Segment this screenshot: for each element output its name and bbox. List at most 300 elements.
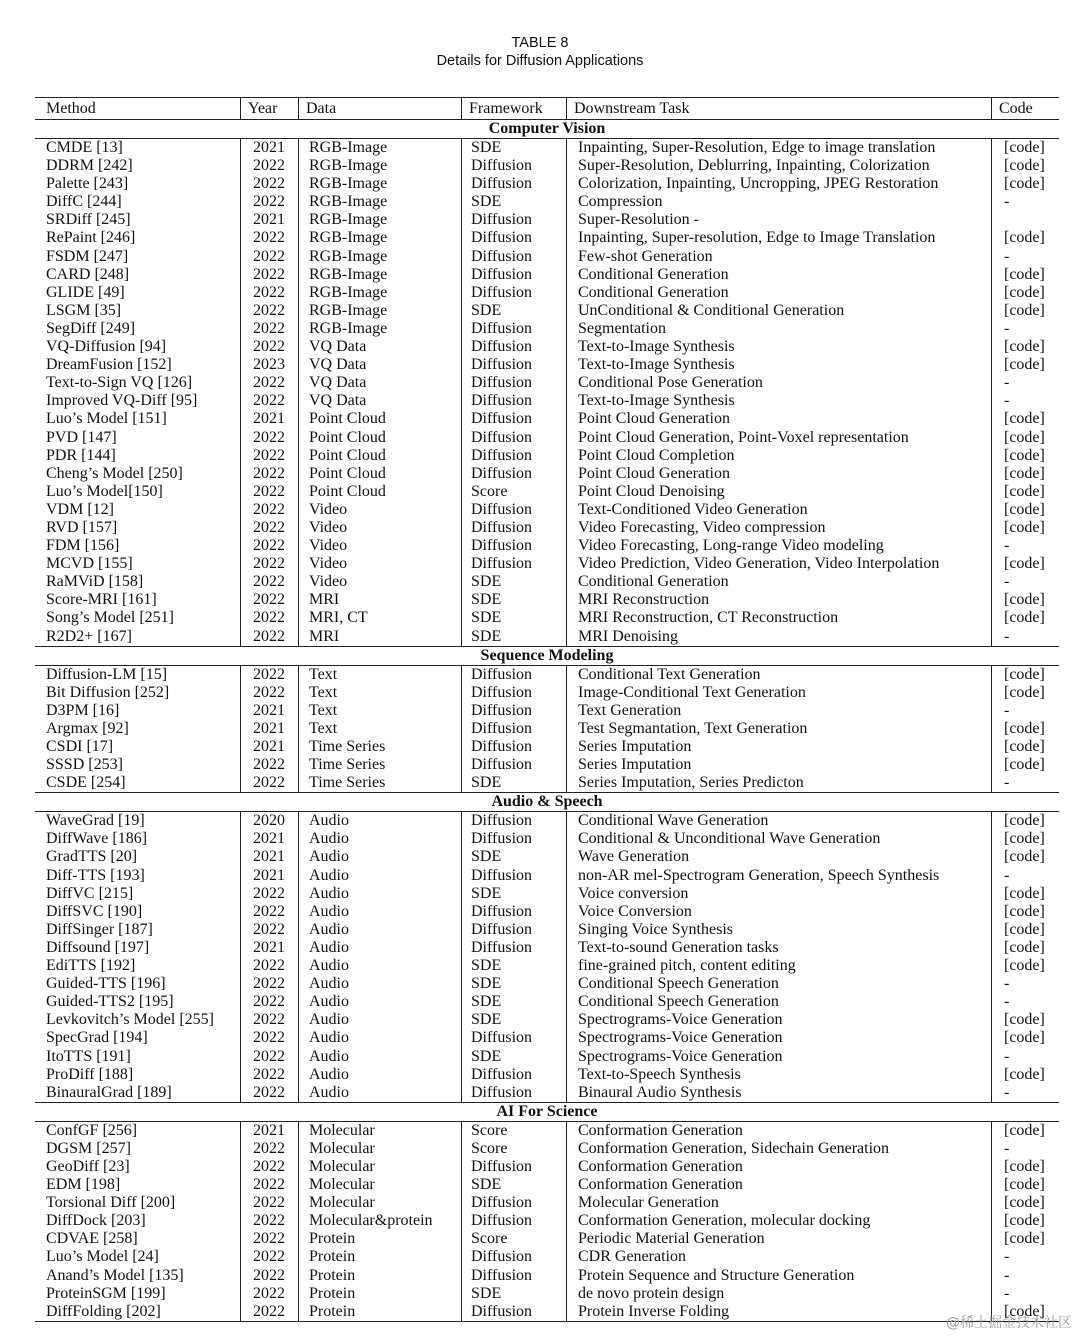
cell-code[interactable]: [code]	[991, 1194, 1059, 1212]
cell-method: WaveGrad [19]	[46, 812, 145, 830]
cell-method: RePaint [246]	[46, 229, 136, 247]
cell-task: Periodic Material Generation	[566, 1230, 991, 1248]
cell-task: Super-Resolution -	[566, 211, 991, 229]
cell-method: GLIDE [49]	[46, 283, 125, 301]
table-row	[35, 738, 1059, 756]
cell-method: Guided-TTS [196]	[46, 975, 166, 993]
cell-code[interactable]: [code]	[991, 157, 1059, 175]
cell-task: Protein Sequence and Structure Generation	[566, 1267, 991, 1285]
cell-task: Point Cloud Generation, Point-Voxel representation	[566, 429, 991, 447]
cell-code[interactable]: [code]	[991, 302, 1059, 320]
cell-method: Diffusion-LM [15]	[46, 665, 168, 683]
cell-year: 2022	[240, 338, 298, 356]
cell-year: 2022	[240, 957, 298, 975]
cell-framework: Diffusion	[461, 555, 566, 573]
cell-data: Molecular	[298, 1122, 461, 1140]
cell-framework: Diffusion	[461, 211, 566, 229]
cell-method: RVD [157]	[46, 518, 118, 536]
cell-year: 2022	[240, 429, 298, 447]
cell-framework: Diffusion	[461, 812, 566, 830]
table-row	[35, 139, 1059, 157]
table-row	[35, 175, 1059, 193]
cell-method: CSDI [17]	[46, 738, 114, 755]
cell-framework: Diffusion	[461, 356, 566, 374]
cell-framework: Diffusion	[461, 266, 566, 284]
table-row	[35, 266, 1059, 284]
table-row	[35, 157, 1059, 175]
cell-year: 2022	[240, 1267, 298, 1285]
cell-data: Video	[298, 555, 461, 573]
cell-code[interactable]: [code]	[991, 885, 1059, 903]
cell-framework: SDE	[461, 573, 566, 591]
cell-code[interactable]: [code]	[991, 1176, 1059, 1194]
cell-framework: SDE	[461, 628, 566, 646]
cell-framework: Diffusion	[461, 465, 566, 483]
table-row	[35, 1084, 1059, 1102]
cell-year: 2022	[240, 1230, 298, 1248]
cell-data: Point Cloud	[298, 483, 461, 501]
cell-framework: SDE	[461, 1285, 566, 1303]
cell-task: Protein Inverse Folding	[566, 1303, 991, 1321]
cell-code[interactable]: -	[991, 993, 1059, 1011]
cell-code[interactable]: [code]	[991, 830, 1059, 848]
table-body	[35, 120, 1059, 1322]
cell-code[interactable]: [code]	[991, 1029, 1059, 1047]
cell-framework: Diffusion	[461, 392, 566, 410]
table-row	[35, 684, 1059, 702]
cell-code[interactable]: -	[991, 1140, 1059, 1158]
cell-code[interactable]: [code]	[991, 1230, 1059, 1248]
cell-data: RGB-Image	[298, 302, 461, 320]
cell-task: Image-Conditional Text Generation	[566, 684, 991, 702]
cell-method: DiffFolding [202]	[46, 1302, 161, 1320]
table-row	[35, 374, 1059, 392]
cell-year: 2022	[240, 537, 298, 555]
cell-data: Point Cloud	[298, 465, 461, 483]
table-row	[35, 939, 1059, 957]
cell-data: Protein	[298, 1248, 461, 1266]
cell-year: 2022	[240, 1176, 298, 1194]
cell-task: Molecular Generation	[566, 1194, 991, 1212]
cell-data: Point Cloud	[298, 410, 461, 428]
cell-year: 2020	[240, 812, 298, 830]
cell-data: Audio	[298, 993, 461, 1011]
table-row	[35, 1176, 1059, 1194]
cell-method: RaMViD [158]	[46, 573, 144, 591]
cell-code[interactable]: [code]	[991, 410, 1059, 428]
cell-method: ProDiff [188]	[46, 1065, 134, 1083]
table-row	[35, 302, 1059, 320]
cell-code[interactable]: -	[991, 374, 1059, 392]
cell-code[interactable]: [code]	[991, 812, 1059, 830]
cell-framework: SDE	[461, 609, 566, 627]
table-row	[35, 193, 1059, 211]
cell-code[interactable]: [code]	[991, 501, 1059, 519]
cell-code[interactable]: -	[991, 1048, 1059, 1066]
cell-data: VQ Data	[298, 338, 461, 356]
cell-method: ProteinSGM [199]	[46, 1284, 166, 1302]
cell-code[interactable]: [code]	[991, 356, 1059, 374]
cell-framework: Diffusion	[461, 1303, 566, 1321]
table-row	[35, 975, 1059, 993]
cell-code[interactable]: [code]	[991, 229, 1059, 247]
cell-task: Text Generation	[566, 702, 991, 720]
cell-year: 2022	[240, 1194, 298, 1212]
cell-framework: Diffusion	[461, 1212, 566, 1230]
cell-framework: SDE	[461, 591, 566, 609]
table-row	[35, 229, 1059, 247]
cell-data: Audio	[298, 1029, 461, 1047]
cell-data: Video	[298, 501, 461, 519]
cell-code[interactable]: [code]	[991, 939, 1059, 957]
cell-code[interactable]: -	[991, 320, 1059, 338]
cell-year: 2022	[240, 1048, 298, 1066]
cell-data: Text	[298, 666, 461, 684]
cell-year: 2022	[240, 229, 298, 247]
cell-task: Colorization, Inpainting, Uncropping, JPEG Restoration	[566, 175, 991, 193]
cell-code[interactable]: [code]	[991, 666, 1059, 684]
table-row	[35, 537, 1059, 555]
cell-year: 2022	[240, 903, 298, 921]
table-row	[35, 1158, 1059, 1176]
table-row	[35, 957, 1059, 975]
cell-data: Audio	[298, 1084, 461, 1102]
table-row	[35, 1066, 1059, 1084]
cell-method: Torsional Diff [200]	[46, 1194, 176, 1212]
cell-task: Point Cloud Generation	[566, 465, 991, 483]
cell-year: 2021	[240, 211, 298, 229]
cell-code[interactable]	[991, 211, 1059, 229]
cell-method: MCVD [155]	[46, 555, 133, 573]
cell-method: SpecGrad [194]	[46, 1029, 148, 1047]
cell-method: DiffC [244]	[46, 193, 122, 211]
cell-code[interactable]: [code]	[991, 957, 1059, 975]
table-row	[35, 1285, 1059, 1303]
cell-method: SRDiff [245]	[46, 211, 131, 229]
cell-code[interactable]: [code]	[991, 139, 1059, 157]
cell-code[interactable]: -	[991, 248, 1059, 266]
cell-data: Audio	[298, 939, 461, 957]
cell-framework: Diffusion	[461, 830, 566, 848]
cell-framework: Diffusion	[461, 1248, 566, 1266]
cell-data: VQ Data	[298, 392, 461, 410]
cell-method: Text-to-Sign VQ [126]	[46, 374, 193, 392]
watermark: @稀土掘金技术社区	[946, 1315, 1072, 1331]
cell-code[interactable]: -	[991, 1267, 1059, 1285]
cell-task: Test Segmantation, Text Generation	[566, 720, 991, 738]
cell-task: Few-shot Generation	[566, 248, 991, 266]
cell-year: 2021	[240, 720, 298, 738]
cell-method: DiffSVC [190]	[46, 902, 143, 920]
cell-year: 2022	[240, 483, 298, 501]
cell-framework: Diffusion	[461, 320, 566, 338]
cell-code[interactable]: [code]	[991, 1122, 1059, 1140]
cell-year: 2022	[240, 1140, 298, 1158]
cell-year: 2021	[240, 939, 298, 957]
table-row	[35, 1048, 1059, 1066]
cell-framework: Diffusion	[461, 738, 566, 756]
cell-code[interactable]: [code]	[991, 609, 1059, 627]
cell-code[interactable]: -	[991, 774, 1059, 792]
cell-code[interactable]: -	[991, 628, 1059, 646]
cell-data: Protein	[298, 1230, 461, 1248]
cell-method: CARD [248]	[46, 265, 130, 283]
cell-code[interactable]: -	[991, 537, 1059, 555]
table-row	[35, 921, 1059, 939]
cell-code[interactable]: [code]	[991, 1212, 1059, 1230]
cell-data: Molecular	[298, 1158, 461, 1176]
cell-data: Audio	[298, 830, 461, 848]
cell-code[interactable]: [code]	[991, 175, 1059, 193]
table-row	[35, 867, 1059, 885]
cell-task: Spectrograms-Voice Generation	[566, 1048, 991, 1066]
cell-method: D3PM [16]	[46, 701, 120, 719]
cell-code[interactable]: [code]	[991, 338, 1059, 356]
cell-framework: SDE	[461, 774, 566, 792]
cell-year: 2022	[240, 519, 298, 537]
table-row	[35, 903, 1059, 921]
cell-method: VDM [12]	[46, 500, 114, 518]
cell-framework: SDE	[461, 848, 566, 866]
cell-code[interactable]: [code]	[991, 429, 1059, 447]
cell-framework: Diffusion	[461, 702, 566, 720]
cell-code[interactable]: [code]	[991, 519, 1059, 537]
cell-task: Wave Generation	[566, 848, 991, 866]
cell-data: Molecular&protein	[298, 1212, 461, 1230]
cell-framework: Diffusion	[461, 175, 566, 193]
cell-code[interactable]: -	[991, 392, 1059, 410]
cell-data: RGB-Image	[298, 157, 461, 175]
cell-method: Cheng’s Model [250]	[46, 464, 183, 482]
cell-code[interactable]: -	[991, 975, 1059, 993]
cell-data: Text	[298, 684, 461, 702]
cell-data: Video	[298, 519, 461, 537]
cell-task: de novo protein design	[566, 1285, 991, 1303]
cell-framework: Score	[461, 483, 566, 501]
cell-method: VQ-Diffusion [94]	[46, 338, 167, 356]
cell-code[interactable]: [code]	[991, 266, 1059, 284]
cell-task: Video Forecasting, Long-range Video modeling	[566, 537, 991, 555]
section-header: Audio & Speech	[35, 792, 1059, 812]
column-header-downstream-task: Downstream Task	[566, 98, 991, 119]
cell-data: Molecular	[298, 1140, 461, 1158]
cell-code[interactable]: [code]	[991, 1011, 1059, 1029]
cell-year: 2021	[240, 1122, 298, 1140]
cell-code[interactable]: -	[991, 1285, 1059, 1303]
table-row	[35, 248, 1059, 266]
table-row	[35, 573, 1059, 591]
table-row	[35, 812, 1059, 830]
table-row	[35, 555, 1059, 573]
column-header-year: Year	[240, 98, 298, 119]
table-row	[35, 993, 1059, 1011]
cell-data: MRI	[298, 628, 461, 646]
cell-method: DiffDock [203]	[46, 1212, 146, 1230]
cell-year: 2022	[240, 774, 298, 792]
cell-framework: Score	[461, 1122, 566, 1140]
table-row	[35, 1011, 1059, 1029]
diffusion-applications-table	[35, 97, 1059, 1322]
table-row	[35, 320, 1059, 338]
cell-code[interactable]: [code]	[991, 483, 1059, 501]
cell-code[interactable]: [code]	[991, 447, 1059, 465]
cell-year: 2022	[240, 248, 298, 266]
cell-task: Conformation Generation	[566, 1176, 991, 1194]
table-row	[35, 1140, 1059, 1158]
cell-year: 2022	[240, 302, 298, 320]
cell-framework: SDE	[461, 1048, 566, 1066]
table-row	[35, 211, 1059, 229]
cell-task: Spectrograms-Voice Generation	[566, 1029, 991, 1047]
cell-framework: SDE	[461, 193, 566, 211]
section-header: Sequence Modeling	[35, 646, 1059, 666]
table-row	[35, 702, 1059, 720]
cell-framework: Diffusion	[461, 519, 566, 537]
cell-data: Audio	[298, 1048, 461, 1066]
cell-data: Video	[298, 537, 461, 555]
cell-task: Text-to-sound Generation tasks	[566, 939, 991, 957]
cell-framework: Diffusion	[461, 720, 566, 738]
cell-code[interactable]: [code]	[991, 1158, 1059, 1176]
cell-data: RGB-Image	[298, 175, 461, 193]
cell-year: 2022	[240, 1066, 298, 1084]
table-row	[35, 848, 1059, 866]
cell-year: 2022	[240, 555, 298, 573]
cell-method: DGSM [257]	[46, 1139, 131, 1157]
cell-data: Protein	[298, 1267, 461, 1285]
cell-method: Diff-TTS [193]	[46, 866, 145, 884]
cell-task: Conditional & Unconditional Wave Generation	[566, 830, 991, 848]
cell-code[interactable]: -	[991, 702, 1059, 720]
cell-code[interactable]: [code]	[991, 1066, 1059, 1084]
cell-code[interactable]: [code]	[991, 591, 1059, 609]
cell-framework: SDE	[461, 975, 566, 993]
cell-code[interactable]: [code]	[991, 848, 1059, 866]
cell-year: 2021	[240, 139, 298, 157]
cell-year: 2022	[240, 193, 298, 211]
table-row	[35, 1212, 1059, 1230]
cell-data: Molecular	[298, 1176, 461, 1194]
cell-code[interactable]: -	[991, 573, 1059, 591]
table-row	[35, 666, 1059, 684]
cell-code[interactable]: [code]	[991, 284, 1059, 302]
cell-year: 2021	[240, 410, 298, 428]
cell-method: DreamFusion [152]	[46, 356, 172, 374]
cell-task: Inpainting, Super-Resolution, Edge to image translation	[566, 139, 991, 157]
cell-code[interactable]: -	[991, 193, 1059, 211]
cell-method: SegDiff [249]	[46, 319, 136, 337]
cell-year: 2022	[240, 392, 298, 410]
table-row	[35, 1122, 1059, 1140]
cell-code[interactable]: [code]	[991, 555, 1059, 573]
cell-task: CDR Generation	[566, 1248, 991, 1266]
cell-year: 2021	[240, 848, 298, 866]
cell-task: Inpainting, Super-resolution, Edge to Image Translation	[566, 229, 991, 247]
cell-year: 2022	[240, 1248, 298, 1266]
cell-year: 2022	[240, 885, 298, 903]
cell-code[interactable]: -	[991, 1248, 1059, 1266]
column-header-framework: Framework	[461, 98, 566, 119]
cell-data: RGB-Image	[298, 193, 461, 211]
cell-year: 2023	[240, 356, 298, 374]
cell-year: 2022	[240, 175, 298, 193]
cell-task: Voice Conversion	[566, 903, 991, 921]
cell-code[interactable]: [code]	[991, 465, 1059, 483]
cell-year: 2022	[240, 501, 298, 519]
cell-framework: SDE	[461, 993, 566, 1011]
cell-year: 2022	[240, 1212, 298, 1230]
cell-data: RGB-Image	[298, 266, 461, 284]
cell-data: Audio	[298, 921, 461, 939]
cell-task: MRI Denoising	[566, 628, 991, 646]
cell-method: FSDM [247]	[46, 247, 129, 265]
cell-task: Conformation Generation, Sidechain Generation	[566, 1140, 991, 1158]
cell-method: GradTTS [20]	[46, 848, 138, 866]
cell-data: Audio	[298, 812, 461, 830]
table-row	[35, 410, 1059, 428]
cell-data: Video	[298, 573, 461, 591]
cell-method: Levkovitch’s Model [255]	[46, 1011, 214, 1029]
cell-method: ConfGF [256]	[46, 1121, 138, 1139]
cell-framework: Diffusion	[461, 338, 566, 356]
cell-task: Conformation Generation	[566, 1158, 991, 1176]
cell-method: Song’s Model [251]	[46, 609, 174, 627]
cell-task: Text-Conditioned Video Generation	[566, 501, 991, 519]
cell-code[interactable]: [code]	[991, 720, 1059, 738]
cell-framework: Diffusion	[461, 1158, 566, 1176]
cell-code[interactable]: [code]	[991, 1303, 1059, 1321]
cell-data: MRI	[298, 591, 461, 609]
cell-code[interactable]: [code]	[991, 756, 1059, 774]
cell-task: Conformation Generation, molecular docking	[566, 1212, 991, 1230]
column-header-data: Data	[298, 98, 461, 119]
cell-task: MRI Reconstruction	[566, 591, 991, 609]
cell-task: Video Forecasting, Video compression	[566, 519, 991, 537]
cell-method: PDR [144]	[46, 446, 116, 464]
cell-data: MRI, CT	[298, 609, 461, 627]
cell-code[interactable]: -	[991, 867, 1059, 885]
cell-task: Conformation Generation	[566, 1122, 991, 1140]
cell-year: 2022	[240, 628, 298, 646]
cell-framework: Score	[461, 1140, 566, 1158]
column-header-method: Method	[46, 100, 96, 117]
cell-code[interactable]: [code]	[991, 903, 1059, 921]
cell-year: 2021	[240, 830, 298, 848]
cell-task: Segmentation	[566, 320, 991, 338]
cell-year: 2022	[240, 975, 298, 993]
cell-code[interactable]: [code]	[991, 921, 1059, 939]
cell-code[interactable]: -	[991, 1084, 1059, 1102]
cell-method: Anand’s Model [135]	[46, 1266, 184, 1284]
cell-method: FDM [156]	[46, 537, 120, 555]
cell-task: Compression	[566, 193, 991, 211]
cell-task: Text-to-Image Synthesis	[566, 356, 991, 374]
cell-task: Text-to-Image Synthesis	[566, 338, 991, 356]
cell-year: 2022	[240, 157, 298, 175]
cell-framework: Diffusion	[461, 157, 566, 175]
table-row	[35, 465, 1059, 483]
cell-method: CDVAE [258]	[46, 1230, 138, 1248]
cell-data: Text	[298, 720, 461, 738]
cell-year: 2021	[240, 867, 298, 885]
table-row	[35, 501, 1059, 519]
cell-method: EDM [198]	[46, 1176, 121, 1194]
cell-code[interactable]: [code]	[991, 738, 1059, 756]
cell-task: Point Cloud Completion	[566, 447, 991, 465]
cell-code[interactable]: [code]	[991, 684, 1059, 702]
table-row	[35, 1029, 1059, 1047]
cell-method: Diffsound [197]	[46, 938, 150, 956]
